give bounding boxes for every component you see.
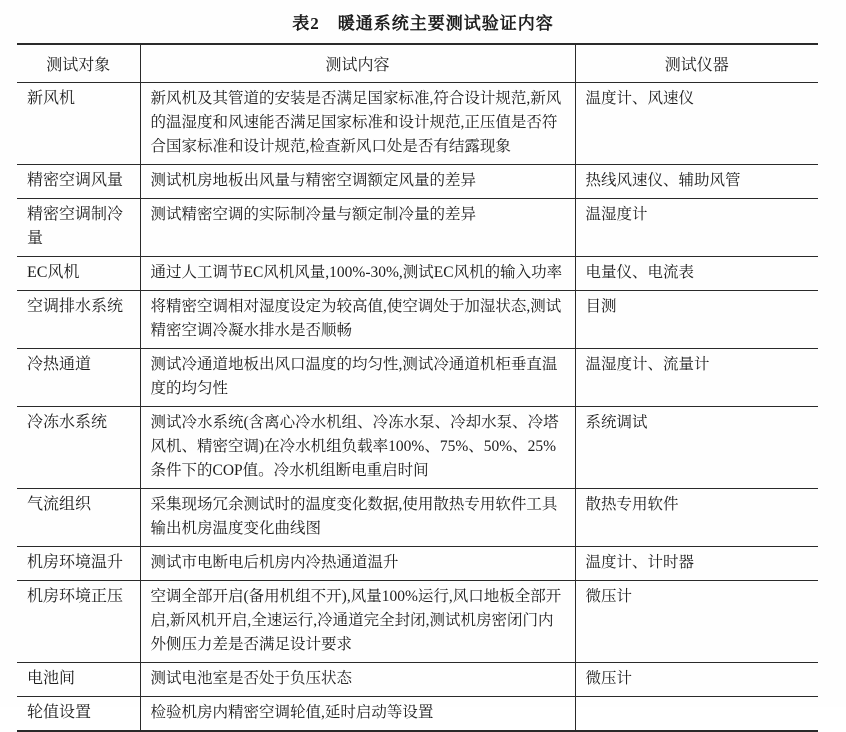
cell-object: 电池间	[17, 663, 140, 697]
cell-content: 检验机房内精密空调轮值,延时启动等设置	[140, 697, 575, 732]
header-row	[17, 44, 818, 83]
cell-instrument: 温度计、计时器	[575, 547, 818, 581]
cell-content: 将精密空调相对湿度设定为较高值,使空调处于加湿状态,测试精密空调冷凝水排水是否顺畅	[140, 291, 575, 349]
cell-instrument: 散热专用软件	[575, 489, 818, 547]
table-row	[17, 165, 818, 199]
cell-content: 空调全部开启(备用机组不开),风量100%运行,风口地板全部开启,新风机开启,全速运行,冷通道完全封闭,测试机房密闭门内外侧压力差是否满足设计要求	[140, 581, 575, 663]
column-header-test-instrument: 测试仪器	[575, 44, 818, 83]
table-row	[17, 291, 818, 349]
cell-object: 机房环境正压	[17, 581, 140, 663]
cell-content: 测试机房地板出风量与精密空调额定风量的差异	[140, 165, 575, 199]
cell-content: 测试冷通道地板出风口温度的均匀性,测试冷通道机柜垂直温度的均匀性	[140, 349, 575, 407]
table-row	[17, 257, 818, 291]
cell-content: 通过人工调节EC风机风量,100%-30%,测试EC风机的输入功率	[140, 257, 575, 291]
table-row	[17, 489, 818, 547]
table-row	[17, 697, 818, 732]
cell-instrument	[575, 697, 818, 732]
cell-instrument: 电量仪、电流表	[575, 257, 818, 291]
cell-content: 测试精密空调的实际制冷量与额定制冷量的差异	[140, 199, 575, 257]
table-row	[17, 547, 818, 581]
cell-object: 轮值设置	[17, 697, 140, 732]
verification-table	[17, 43, 818, 732]
column-header-test-content: 测试内容	[140, 44, 575, 83]
table-caption: 表2 暖通系统主要测试验证内容	[292, 14, 554, 33]
cell-instrument: 微压计	[575, 581, 818, 663]
table-row	[17, 349, 818, 407]
cell-instrument: 温湿度计	[575, 199, 818, 257]
cell-object: 气流组织	[17, 489, 140, 547]
cell-instrument: 系统调试	[575, 407, 818, 489]
cell-instrument: 热线风速仪、辅助风管	[575, 165, 818, 199]
cell-object: 精密空调制冷量	[17, 199, 140, 257]
cell-content: 新风机及其管道的安装是否满足国家标准,符合设计规范,新风的温湿度和风速能否满足国家标准和设计规范,正压值是否符合国家标准和设计规范,检查新风口处是否有结露现象	[140, 83, 575, 165]
cell-instrument: 温度计、风速仪	[575, 83, 818, 165]
table-row	[17, 83, 818, 165]
cell-object: 精密空调风量	[17, 165, 140, 199]
cell-object: EC风机	[17, 257, 140, 291]
table-row	[17, 581, 818, 663]
cell-content: 测试市电断电后机房内冷热通道温升	[140, 547, 575, 581]
cell-object: 新风机	[17, 83, 140, 165]
table-row	[17, 663, 818, 697]
cell-content: 测试电池室是否处于负压状态	[140, 663, 575, 697]
cell-instrument: 目测	[575, 291, 818, 349]
cell-content: 测试冷水系统(含离心冷水机组、冷冻水泵、冷却水泵、冷塔风机、精密空调)在冷水机组负载率100%、75%、50%、25%条件下的COP值。冷水机组断电重启时间	[140, 407, 575, 489]
cell-object: 机房环境温升	[17, 547, 140, 581]
cell-instrument: 温湿度计、流量计	[575, 349, 818, 407]
cell-object: 冷冻水系统	[17, 407, 140, 489]
table-row	[17, 199, 818, 257]
cell-instrument: 微压计	[575, 663, 818, 697]
cell-content: 采集现场冗余测试时的温度变化数据,使用散热专用软件工具输出机房温度变化曲线图	[140, 489, 575, 547]
table-row	[17, 407, 818, 489]
cell-object: 空调排水系统	[17, 291, 140, 349]
column-header-test-object: 测试对象	[17, 44, 140, 83]
cell-object: 冷热通道	[17, 349, 140, 407]
